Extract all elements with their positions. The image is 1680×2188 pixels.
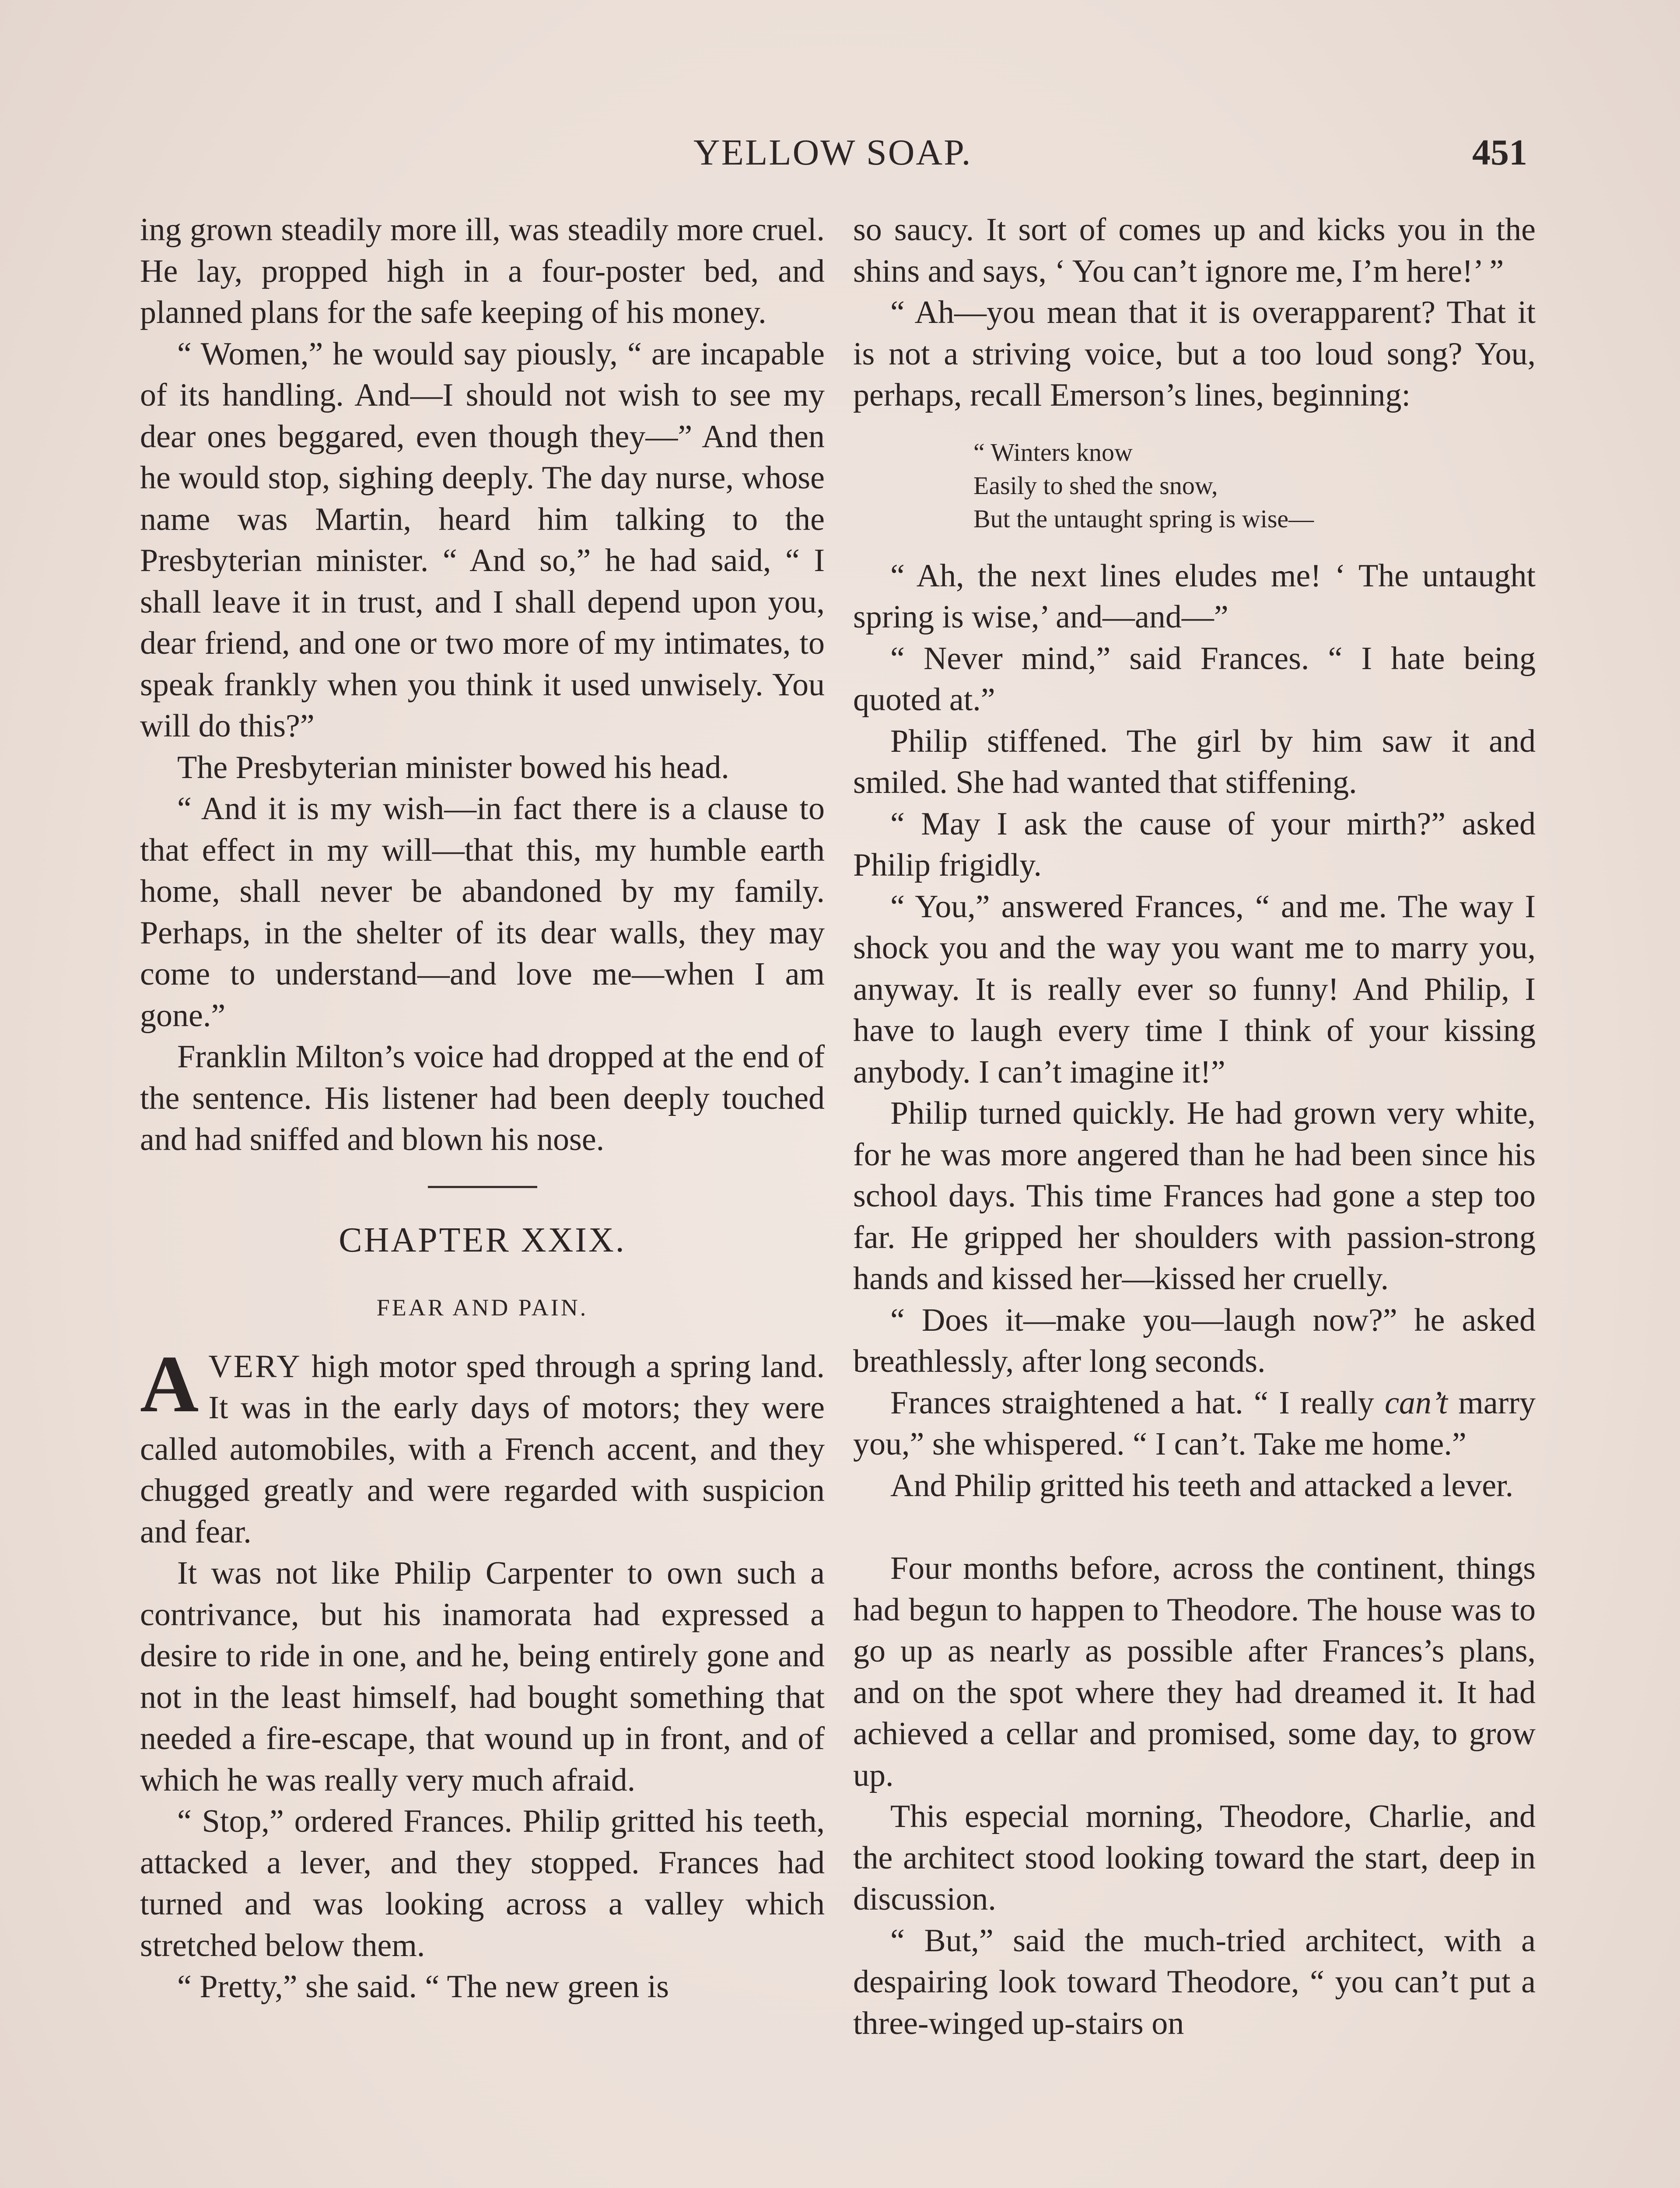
paragraph: “ Ah, the next lines eludes me! ‘ The untaught spring is wise,’ and—and—”	[853, 558, 1536, 635]
chapter-subtitle: FEAR AND PAIN.	[376, 1294, 588, 1321]
emphasis: can’t	[1385, 1385, 1448, 1421]
paragraph: “ Does it—make you—laugh now?” he asked breathlessly, after long seconds.	[853, 1302, 1536, 1379]
text-run: Frances straightened a hat. “ I really	[890, 1385, 1385, 1421]
verse-line: But the untaught spring is wise—	[973, 504, 1314, 533]
paragraph: Four months before, across the continent, things had begun to happen to Theodore. The house was to go up as nearly as possible after Frances’s plans, and on the spot where they had dreamed it. It had achieved a cellar and promised, some day, to grow up.	[853, 1550, 1536, 1793]
paragraph: This especial morning, Theodore, Charlie, and the architect stood looking toward the start, deep in discussion.	[853, 1799, 1536, 1917]
opening-word: VERY	[208, 1348, 302, 1385]
chapter-title: CHAPTER XXIX.	[339, 1220, 626, 1259]
drop-cap: A	[140, 1339, 199, 1429]
chapter-opening-paragraph	[140, 1339, 825, 1553]
page-number: 451	[1472, 132, 1527, 173]
paragraph: “ But,” said the much-tried architect, with a despairing look toward Theodore, “ you can’t put a three-winged up-stairs on	[853, 1922, 1536, 2041]
paragraph: “ You,” answered Frances, “ and me. The way I shock you and the way you want me to marry you, anyway. It is really ever so funny! And Philip, I have to laugh every time I think of your kissing anybody. I can’t imagine it!”	[853, 888, 1536, 1090]
running-title: YELLOW SOAP.	[693, 132, 972, 173]
left-column	[140, 209, 825, 2008]
paragraph: The Presbyterian minister bowed his head.	[177, 749, 729, 785]
running-head	[0, 131, 1680, 179]
paragraph: Franklin Milton’s voice had dropped at the end of the sentence. His listener had been deeply touched and had sniffed and blown his nose.	[140, 1039, 825, 1157]
opening-text: high motor sped through a spring land. It was in the early days of motors; they were called automobiles, with a French accent, and they chugged greatly and were regarded with suspicion and fear.	[140, 1348, 825, 1550]
paragraph: so saucy. It sort of comes up and kicks you in the shins and says, ‘ You can’t ignore me, I’m here!’ ”	[853, 212, 1536, 289]
verse-line: Easily to shed the snow,	[973, 471, 1218, 500]
paragraph: Philip turned quickly. He had grown very white, for he was more angered than he had been since his school days. This time Frances had gone a step too far. He gripped her shoulders with passion-strong hands and kissed her—kissed her cruelly.	[853, 1095, 1536, 1297]
verse-quote	[973, 436, 1536, 536]
verse-line: “ Winters know	[973, 438, 1133, 466]
paragraph: “ Pretty,” she said. “ The new green is	[177, 1969, 669, 2005]
paragraph: “ Women,” he would say piously, “ are incapable of its handling. And—I should not wish to see my dear ones beggared, even though they—” And then he would stop, sighing deeply. The day nurse, whose name was Martin, heard him talking to the Presbyterian minister. “ And so,” he had said, “ I shall leave it in trust, and I shall depend upon you, dear friend, and one or two more of my intimates, to speak frankly when you think it used unwisely. You will do this?”	[140, 336, 825, 744]
paragraph: And Philip gritted his teeth and attacked a lever.	[890, 1467, 1514, 1504]
section-gap	[853, 1506, 1536, 1548]
section-divider	[428, 1186, 537, 1188]
text-run: marry you,” she whispered. “ I can’t. Take me home.”	[853, 1385, 1536, 1462]
paragraph: “ Never mind,” said Frances. “ I hate being quoted at.”	[853, 640, 1536, 718]
paragraph: ing grown steadily more ill, was steadily more cruel. He lay, propped high in a four-poster bed, and planned plans for the safe keeping of his money.	[140, 212, 825, 330]
paragraph: It was not like Philip Carpenter to own such a contrivance, but his inamorata had expressed a desire to ride in one, and he, being entirely gone and not in the least himself, had bought something that needed a fire-escape, that wound up in front, and of which he was really very much afraid.	[140, 1555, 825, 1798]
paragraph: “ Stop,” ordered Frances. Philip gritted his teeth, attacked a lever, and they stopped. Frances had turned and was looking across a valley which stretched below them.	[140, 1803, 825, 1964]
paragraph: “ And it is my wish—in fact there is a clause to that effect in my will—that this, my humble earth home, shall never be abandoned by my family. Perhaps, in the shelter of its dear walls, they may come to understand—and love me—when I am gone.”	[140, 791, 825, 1034]
paragraph	[853, 1382, 1536, 1465]
paragraph: “ May I ask the cause of your mirth?” asked Philip frigidly.	[853, 806, 1536, 883]
right-column	[853, 209, 1536, 2044]
paragraph: “ Ah—you mean that it is overapparent? That it is not a striving voice, but a too loud song? You, perhaps, recall Emerson’s lines, beginning:	[853, 295, 1536, 413]
paragraph: Philip stiffened. The girl by him saw it and smiled. She had wanted that stiffening.	[853, 723, 1536, 800]
